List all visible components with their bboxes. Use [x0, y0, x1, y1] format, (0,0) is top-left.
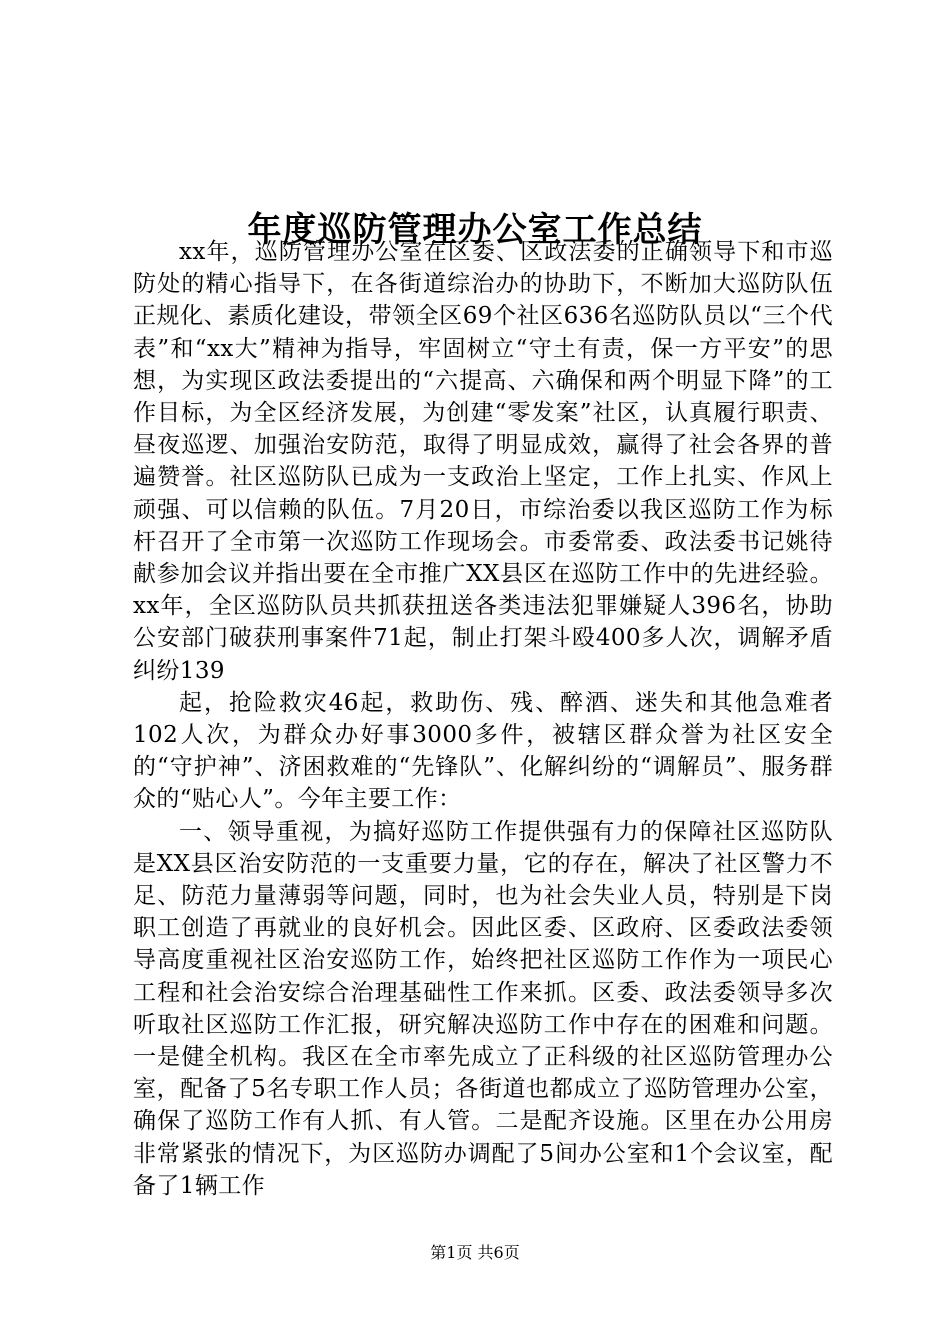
paragraph-2: 起，抢险救灾46起，救助伤、残、醉酒、迷失和其他急难者102人次，为群众办好事3000多件，被辖区群众誉为社区安全的“守护神”、济困救难的“先锋队”、化解纠纷的“调解员”、服务群众的“贴心人”。今年主要工作： — [133, 689, 833, 813]
document-body — [133, 236, 833, 1202]
document-title: 年度巡防管理办公室工作总结 — [247, 209, 703, 250]
paragraph-3: 一、领导重视，为搞好巡防工作提供强有力的保障社区巡防队是XX县区治安防范的一支重要力量，它的存在，解决了社区警力不足、防范力量薄弱等问题，同时，也为社会失业人员，特别是下岗职工创造了再就业的良好机会。因此区委、区政府、区委政法委领导高度重视社区治安巡防工作，始终把社区巡防工作作为一项民心工程和社会治安综合治理基础性工作来抓。区委、政法委领导多次听取社区巡防工作汇报，研究解决巡防工作中存在的困难和问题。一是健全机构。我区在全市率先成立了正科级的社区巡防管理办公室，配备了5名专职工作人员；各街道也都成立了巡防管理办公室，确保了巡防工作有人抓、有人管。二是配齐设施。区里在办公用房非常紧张的情况下，为区巡防办调配了5间办公室和1个会议室，配备了1辆工作 — [133, 818, 833, 1199]
page-footer: 第1页 共6页 — [430, 1243, 520, 1262]
paragraph-1: xx年，巡防管理办公室在区委、区政法委的正确领导下和市巡防处的精心指导下，在各街道综治办的协助下，不断加大巡防队伍正规化、素质化建设，带领全区69个社区636名巡防队员以“三个代表”和“xx大”精神为指导，牢固树立“守土有责，保一方平安”的思想，为实现区政法委提出的“六提高、六确保和两个明显下降”的工作目标，为全区经济发展，为创建“零发案”社区，认真履行职责、昼夜巡逻、加强治安防范，取得了明显成效，赢得了社会各界的普遍赞誉。社区巡防队已成为一支政治上坚定，工作上扎实、作风上顽强、可以信赖的队伍。7月20日，市综治委以我区巡防工作为标杆召开了全市第一次巡防工作现场会。市委常委、政法委书记姚待献参加会议并指出要在全市推广XX县区在巡防工作中的先进经验。xx年，全区巡防队员共抓获扭送各类违法犯罪嫌疑人396名，协助公安部门破获刑事案件71起，制止打架斗殴400多人次，调解矛盾纠纷139 — [133, 239, 833, 684]
